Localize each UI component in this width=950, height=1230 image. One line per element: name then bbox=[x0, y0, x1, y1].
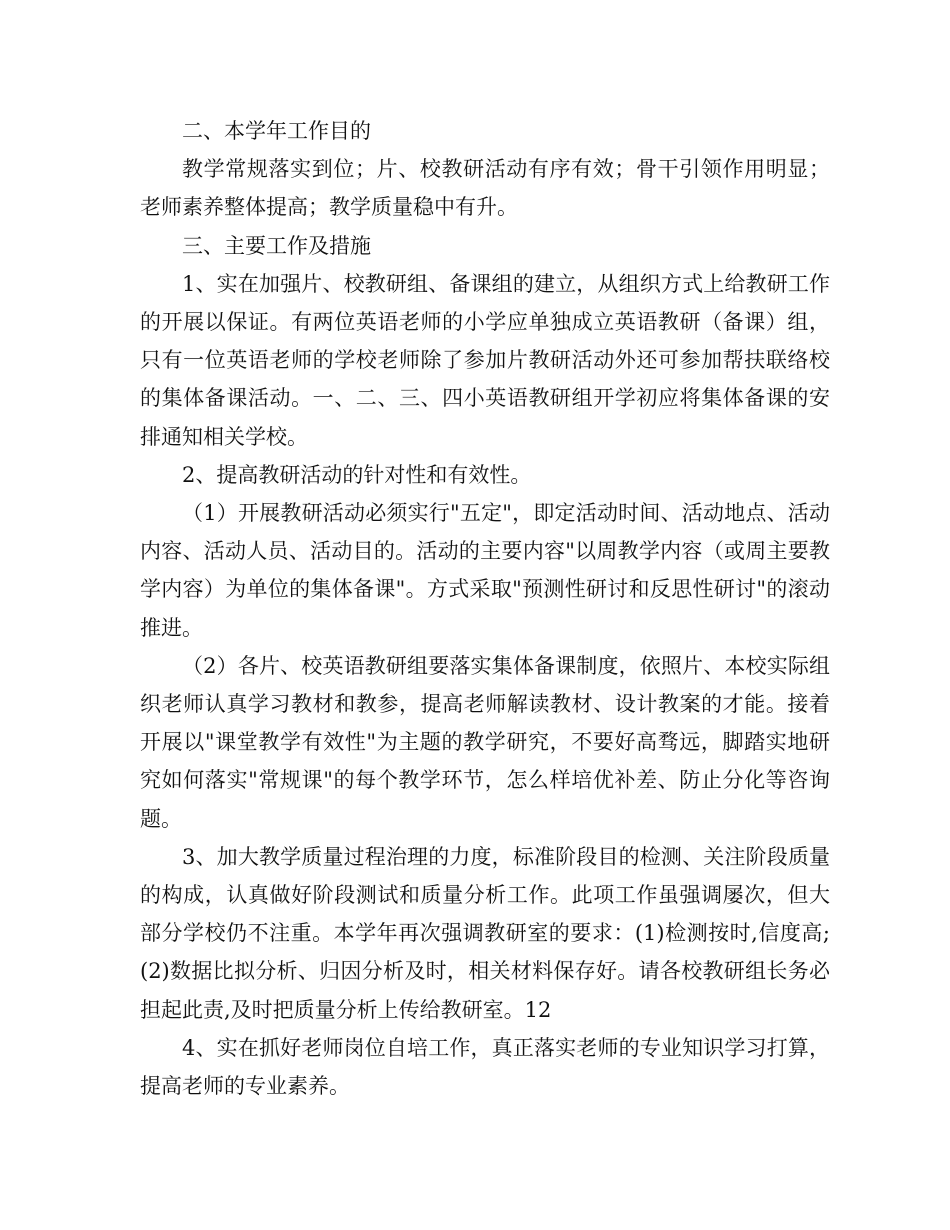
paragraph-item-2-2: （2）各片、校英语教研组要落实集体备课制度，依照片、本校实际组织老师认真学习教材和教参，提高老师解读教材、设计教案的才能。接着开展以"课堂教学有效性"为主题的教学研究，不要好高骛远，脚踏实地研究如何落实"常规课"的每个教学环节，怎么样培优补差、防止分化等咨询题。 bbox=[140, 653, 830, 831]
section-heading-work-goals: 二、本学年工作目的 bbox=[182, 119, 371, 143]
paragraph-item-1: 1、实在加强片、校教研组、备课组的建立，从组织方式上给教研工作的开展以保证。有两位英语老师的小学应单独成立英语教研（备课）组，只有一位英语老师的学校老师除了参加片教研活动外还可参加帮扶联络校的集体备课活动。一、二、三、四小英语教研组开学初应将集体备课的安排通知相关学校。 bbox=[140, 271, 830, 449]
paragraph-item-4: 4、实在抓好老师岗位自培工作，真正落实老师的专业知识学习打算，提高老师的专业素养。 bbox=[140, 1035, 830, 1099]
paragraph-item-2: 2、提高教研活动的针对性和有效性。 bbox=[182, 462, 532, 487]
section-heading-main-work: 三、主要工作及措施 bbox=[182, 233, 371, 258]
document-body bbox=[140, 112, 830, 1105]
paragraph-item-2-1: （1）开展教研活动必须实行"五定"，即定活动时间、活动地点、活动内容、活动人员、活动目的。活动的主要内容"以周教学内容（或周主要教学内容）为单位的集体备课"。方式采取"预测性研讨和反思性研讨"的滚动推进。 bbox=[140, 501, 830, 640]
paragraph-item-3: 3、加大教学质量过程治理的力度，标准阶段目的检测、关注阶段质量的构成，认真做好阶段测试和质量分析工作。此项工作虽强调屡次，但大部分学校仍不注重。本学年再次强调教研室的要求：(1)检测按时,信度高;(2)数据比拟分析、归因分析及时，相关材料保存好。请各校教研组长务必担起此责,及时把质量分析上传给教研室。12 bbox=[140, 844, 830, 1022]
paragraph-work-goals: 教学常规落实到位；片、校教研活动有序有效；骨干引领作用明显；老师素养整体提高；教学质量稳中有升。 bbox=[140, 157, 830, 220]
